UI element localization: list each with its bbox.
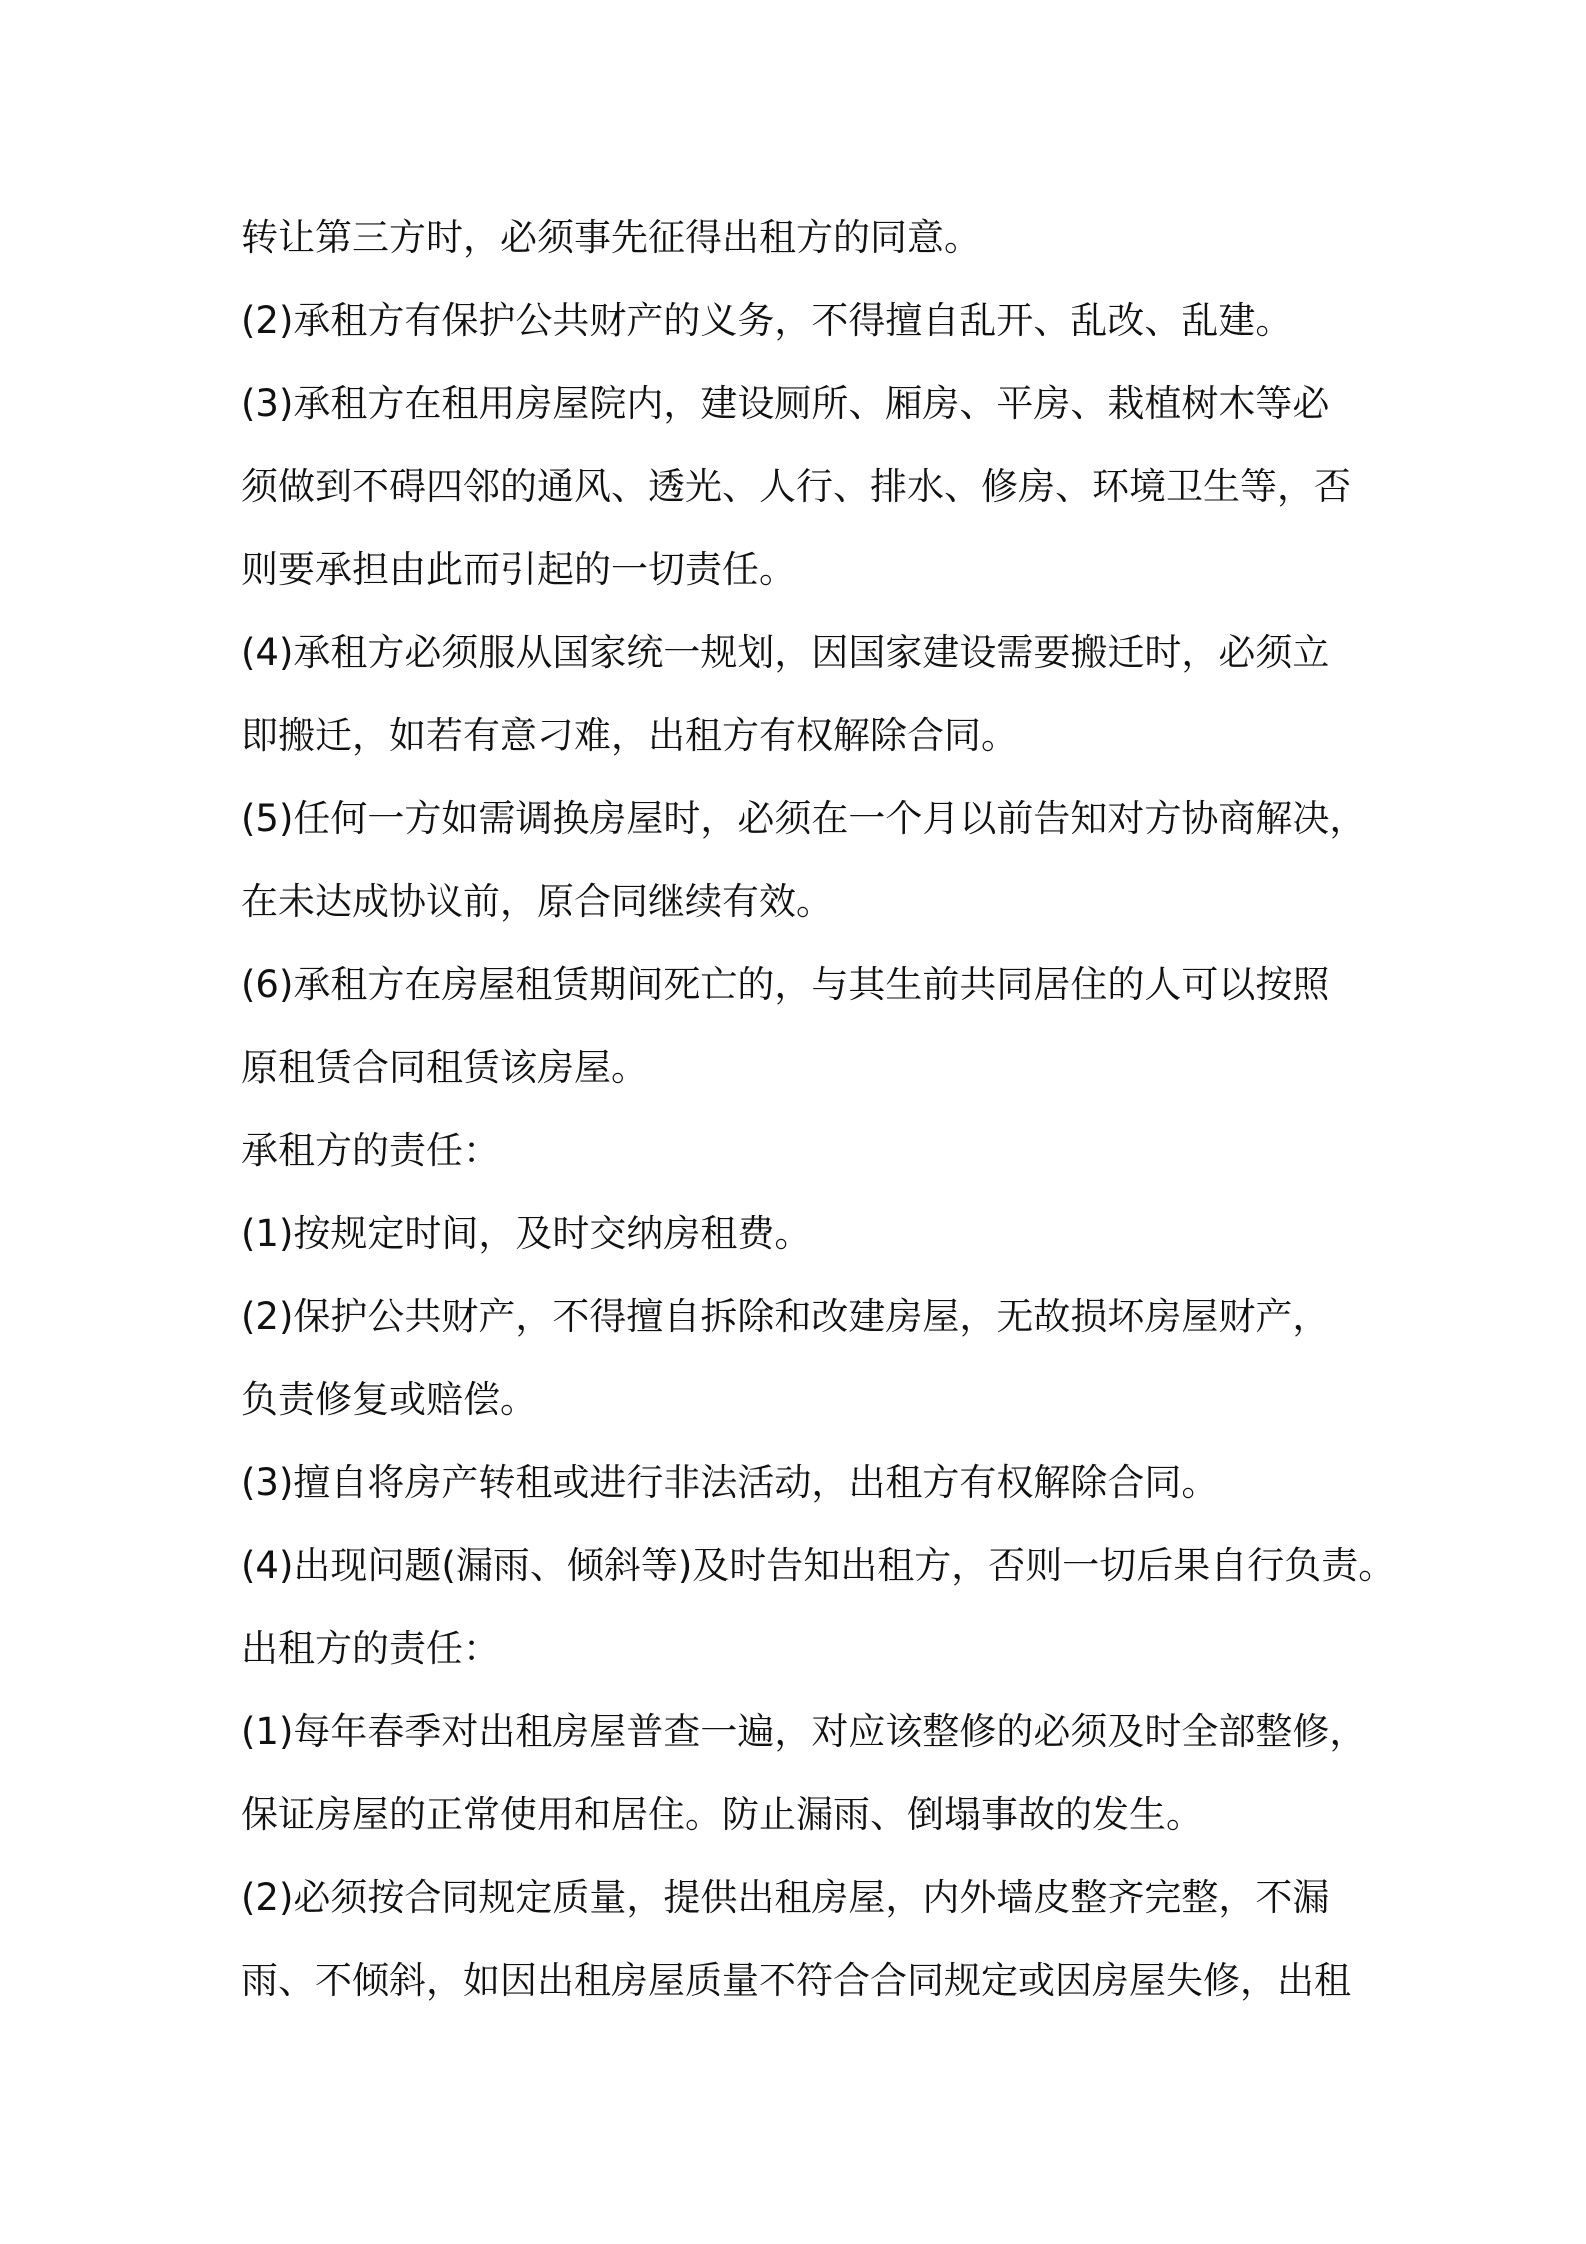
text-line: (1)按规定时间，及时交纳房租费。 [241,1212,812,1255]
text-line: (2)必须按合同规定质量，提供出租房屋，内外墙皮整齐完整，不漏 [241,1876,1330,1919]
text-line: 即搬迁，如若有意刁难，出租方有权解除合同。 [241,714,1018,757]
text-line: (4)出现问题(漏雨、倾斜等)及时告知出租方，否则一切后果自行负责。 [241,1544,1396,1587]
text-line: (2)承租方有保护公共财产的义务，不得擅自乱开、乱改、乱建。 [241,299,1293,342]
section-heading-tenant-duties: 承租方的责任： [241,1129,500,1172]
text-line: 须做到不碍四邻的通风、透光、人行、排水、修房、环境卫生等，否 [241,465,1351,508]
text-line: 原租赁合同租赁该房屋。 [241,1046,648,1089]
text-line: (3)承租方在租用房屋院内，建设厕所、厢房、平房、栽植树木等必 [241,382,1330,425]
text-line: (5)任何一方如需调换房屋时，必须在一个月以前告知对方协商解决， [241,797,1367,840]
text-line: 则要承担由此而引起的一切责任。 [241,548,796,591]
text-line: 转让第三方时，必须事先征得出租方的同意。 [241,216,981,259]
text-line: 保证房屋的正常使用和居住。防止漏雨、倒塌事故的发生。 [241,1793,1203,1836]
document-body [241,196,1396,2022]
text-line: 负责修复或赔偿。 [241,1378,537,1421]
text-line: 雨、不倾斜，如因出租房屋质量不符合合同规定或因房屋失修，出租 [241,1959,1351,2002]
text-line: 在未达成协议前，原合同继续有效。 [241,880,833,923]
text-line: (2)保护公共财产，不得擅自拆除和改建房屋，无故损坏房屋财产， [241,1295,1330,1338]
text-line: (1)每年春季对出租房屋普查一遍，对应该整修的必须及时全部整修， [241,1710,1367,1753]
text-line: (6)承租方在房屋租赁期间死亡的，与其生前共同居住的人可以按照 [241,963,1330,1006]
text-line: (3)擅自将房产转租或进行非法活动，出租方有权解除合同。 [241,1461,1219,1504]
text-line: (4)承租方必须服从国家统一规划，因国家建设需要搬迁时，必须立 [241,631,1330,674]
section-heading-landlord-duties: 出租方的责任： [241,1627,500,1670]
